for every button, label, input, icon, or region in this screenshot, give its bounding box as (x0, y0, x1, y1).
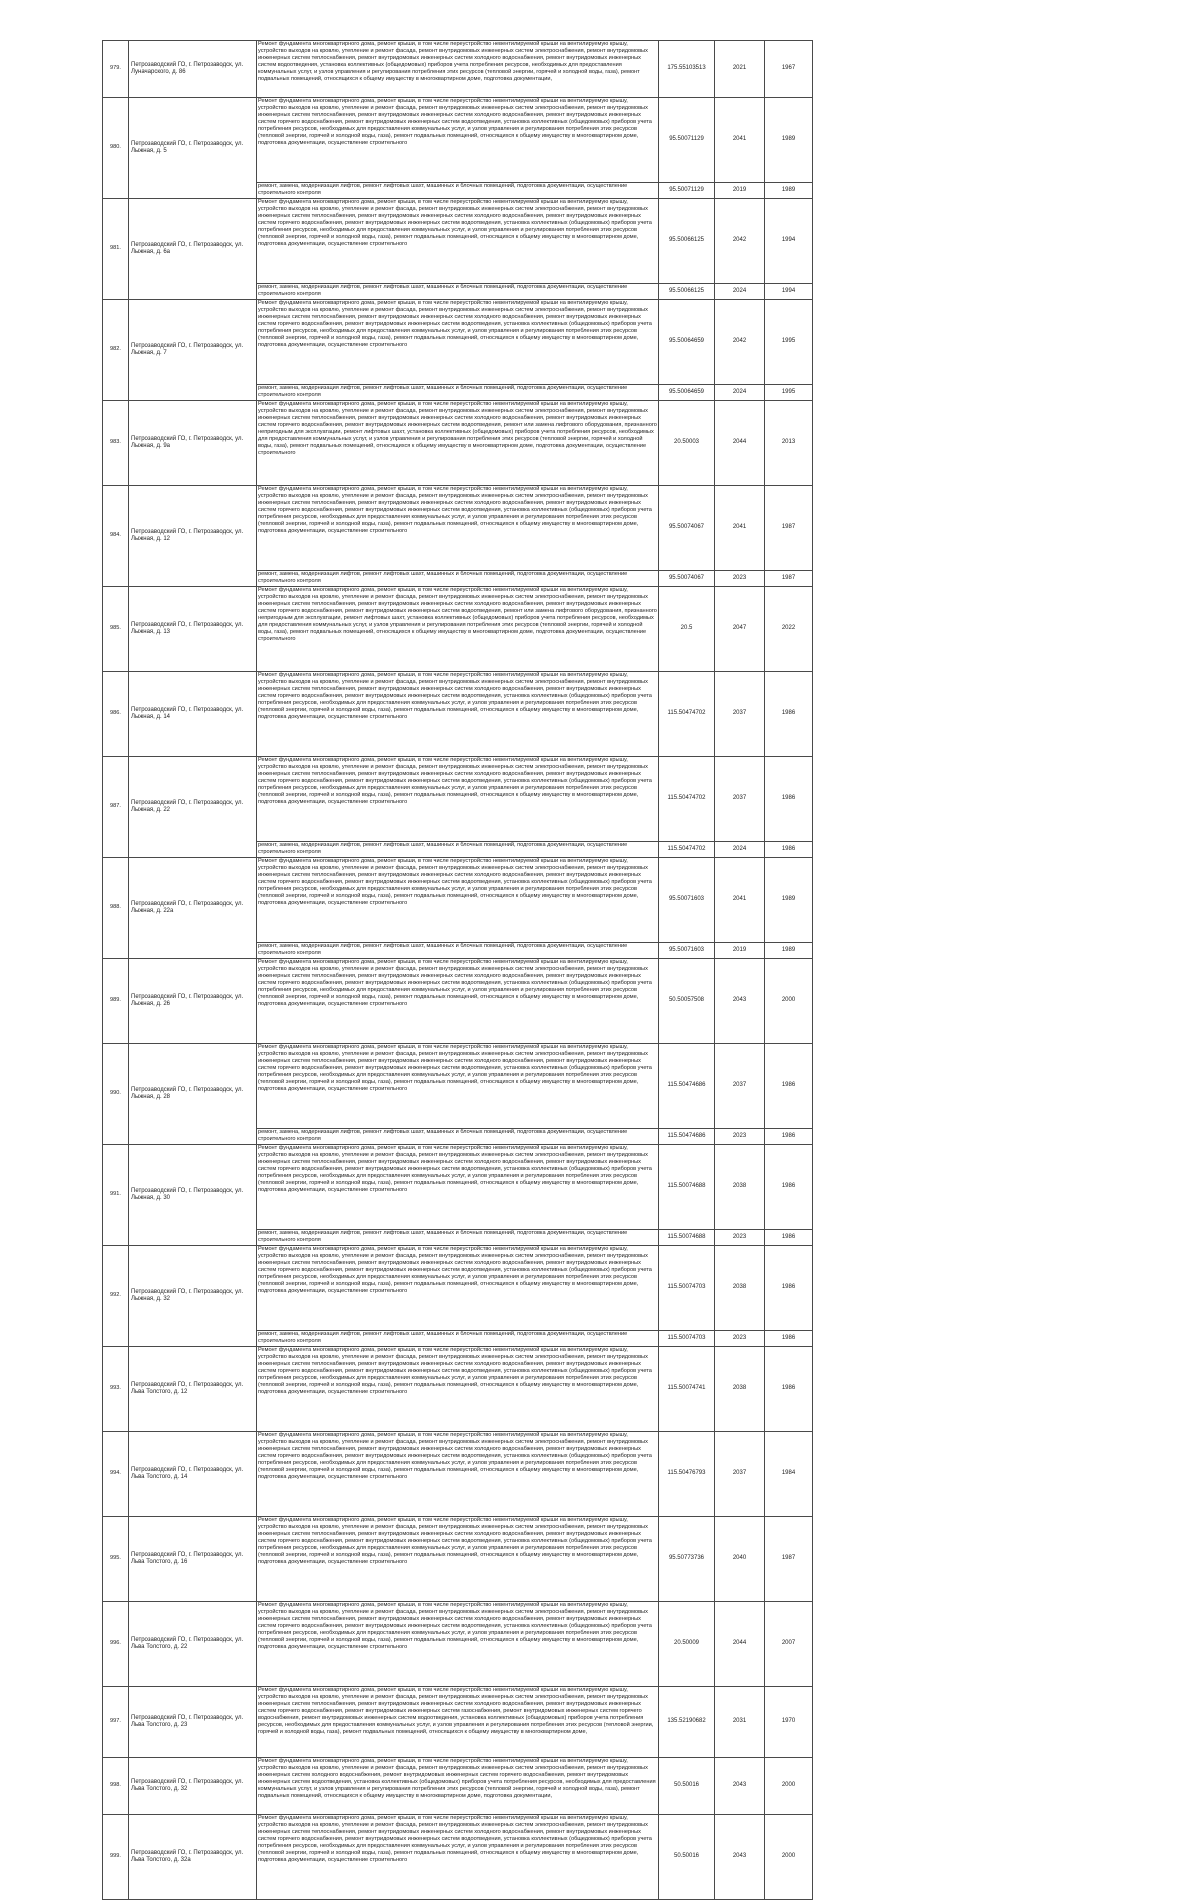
work-types-cell (257, 571, 659, 587)
capital-repair-table (102, 40, 813, 1900)
address-cell: Петрозаводский ГО, г. Петрозаводск, ул. Лыжная, д. 7 (129, 300, 257, 401)
work-types-text: ремонт, замена, модернизация лифтов, ремонт лифтовых шахт, машинных и блочных помещений, подготовка документации, осуществление строительного контроля (258, 943, 628, 957)
cost-cell: 115.50074688 (659, 1145, 715, 1230)
row-number: 999. (103, 1815, 129, 1900)
cost-cell: 95.50074067 (659, 571, 715, 587)
cost-cell: 50.50057508 (659, 959, 715, 1044)
plan-year-cell: 2031 (715, 1687, 765, 1758)
work-types-cell (257, 1758, 659, 1815)
work-types-text: ремонт, замена, модернизация лифтов, ремонт лифтовых шахт, машинных и блочных помещений, подготовка документации, осуществление строительного контроля (258, 1331, 628, 1345)
work-types-text: Ремонт фундамента многоквартирного дома, ремонт крыши, в том числе переустройство невентилируемой крыши на вентилируемую крышу, устройство выходов на кровлю, утепление и ремонт фасада, ремонт внутридомовых инженерных систем электроснабжения, ремонт внутридомовых инженерных систем теплоснабжения, ремонт внутридомовых инженерных систем холодного водоснабжения, ремонт внутридомовых инженерных систем горячего водоснабжения, ремонт внутридомовых инженерных систем водоотведения, установка коллективных (общедомовых) приборов учета потребления ресурсов, необходимых для предоставления коммунальных услуг, и узлов управления и регулирования потребления этих ресурсов (тепловой энергии, горячей и холодной воды, газа), ремонт подвальных помещений, относящихся к общему имуществу в многоквартирном доме, подготовка документации, осуществление строительного (258, 1044, 652, 1093)
row-number: 993. (103, 1347, 129, 1432)
work-types-text: Ремонт фундамента многоквартирного дома, ремонт крыши, в том числе переустройство невентилируемой крыши на вентилируемую крышу, устройство выходов на кровлю, утепление и ремонт фасада, ремонт внутридомовых инженерных систем электроснабжения, ремонт внутридомовых инженерных систем теплоснабжения, ремонт внутридомовых инженерных систем холодного водоснабжения, ремонт внутридомовых инженерных систем горячего водоснабжения, ремонт внутридомовых инженерных систем водоотведения, установка коллективных (общедомовых) приборов учета потребления ресурсов, необходимых для предоставления коммунальных услуг, и узлов управления и регулирования потребления этих ресурсов (тепловой энергии, горячей и холодной воды, газа), ремонт подвальных помещений, относящихся к общему имуществу в многоквартирном доме, подготовка документации, осуществление строительного (258, 1246, 652, 1295)
table-row (103, 1145, 813, 1230)
plan-year-cell: 2042 (715, 199, 765, 284)
cost-cell: 20.5 (659, 587, 715, 672)
table-row (103, 959, 813, 1044)
work-types-text: Ремонт фундамента многоквартирного дома, ремонт крыши, в том числе переустройство невентилируемой крыши на вентилируемую крышу, устройство выходов на кровлю, утепление и ремонт фасада, ремонт внутридомовых инженерных систем электроснабжения, ремонт внутридомовых инженерных систем теплоснабжения, ремонт внутридомовых инженерных систем холодного водоснабжения, ремонт внутридомовых инженерных систем горячего водоснабжения, ремонт внутридомовых инженерных систем водоотведения, установка коллективных (общедомовых) приборов учета потребления ресурсов, необходимых для предоставления коммунальных услуг, и узлов управления и регулирования потребления этих ресурсов (тепловой энергии, горячей и холодной воды, газа), ремонт подвальных помещений, относящихся к общему имуществу в многоквартирном доме, подготовка документации, осуществление строительного (258, 98, 652, 147)
work-types-cell (257, 842, 659, 858)
cost-cell: 95.50074067 (659, 486, 715, 571)
build-year-cell: 2013 (765, 401, 813, 486)
plan-year-cell: 2043 (715, 1815, 765, 1900)
plan-year-cell: 2024 (715, 385, 765, 401)
address-cell: Петрозаводский ГО, г. Петрозаводск, ул. Лыжная, д. 5 (129, 98, 257, 199)
work-types-cell (257, 284, 659, 300)
work-types-cell (257, 1517, 659, 1602)
plan-year-cell: 2044 (715, 1602, 765, 1687)
work-types-cell (257, 183, 659, 199)
plan-year-cell: 2041 (715, 98, 765, 183)
cost-cell: 115.50476793 (659, 1432, 715, 1517)
work-types-text: Ремонт фундамента многоквартирного дома, ремонт крыши, в том числе переустройство невентилируемой крыши на вентилируемую крышу, устройство выходов на кровлю, утепление и ремонт фасада, ремонт внутридомовых инженерных систем электроснабжения, ремонт внутридомовых инженерных систем теплоснабжения, ремонт внутридомовых инженерных систем холодного водоснабжения, ремонт внутридомовых инженерных систем горячего водоснабжения, ремонт внутридомовых инженерных систем водоотведения, установка коллективных (общедомовых) приборов учета потребления ресурсов, необходимых для предоставления коммунальных услуг, и узлов управления и регулирования потребления этих ресурсов (тепловой энергии, горячей и холодной воды, газа), ремонт подвальных помещений, относящихся к общему имуществу в многоквартирном доме, подготовка документации, осуществление строительного (258, 300, 652, 349)
row-number: 986. (103, 672, 129, 757)
table-row (103, 1432, 813, 1517)
plan-year-cell: 2021 (715, 41, 765, 98)
plan-year-cell: 2024 (715, 284, 765, 300)
work-types-text: Ремонт фундамента многоквартирного дома, ремонт крыши, в том числе переустройство невентилируемой крыши на вентилируемую крышу, устройство выходов на кровлю, утепление и ремонт фасада, ремонт внутридомовых инженерных систем электроснабжения, ремонт внутридомовых инженерных систем теплоснабжения, ремонт внутридомовых инженерных систем холодного водоснабжения, ремонт внутридомовых инженерных систем горячего водоснабжения, ремонт внутридомовых инженерных систем водоотведения, установка коллективных (общедомовых) приборов учета потребления ресурсов, необходимых для предоставления коммунальных услуг, и узлов управления и регулирования потребления этих ресурсов (тепловой энергии, горячей и холодной воды, газа), ремонт подвальных помещений, относящихся к общему имуществу в многоквартирном доме, подготовка документации, осуществление строительного (258, 1347, 652, 1396)
work-types-text: Ремонт фундамента многоквартирного дома, ремонт крыши, в том числе переустройство невентилируемой крыши на вентилируемую крышу, устройство выходов на кровлю, утепление и ремонт фасада, ремонт внутридомовых инженерных систем электроснабжения, ремонт внутридомовых инженерных систем теплоснабжения, ремонт внутридомовых инженерных систем холодного водоснабжения, ремонт внутридомовых инженерных систем горячего водоснабжения, ремонт внутридомовых инженерных систем водоотведения, установка коллективных (общедомовых) приборов учета потребления ресурсов, необходимых для предоставления коммунальных услуг, и узлов управления и регулирования потребления этих ресурсов (тепловой энергии, горячей и холодной воды, газа), ремонт подвальных помещений, относящихся к общему имуществу в многоквартирном доме, подготовка документации, осуществление строительного (258, 1145, 652, 1194)
work-types-text: Ремонт фундамента многоквартирного дома, ремонт крыши, в том числе переустройство невентилируемой крыши на вентилируемую крышу, устройство выходов на кровлю, утепление и ремонт фасада, ремонт внутридомовых инженерных систем электроснабжения, ремонт внутридомовых инженерных систем теплоснабжения, ремонт внутридомовых инженерных систем холодного водоснабжения, ремонт внутридомовых инженерных систем горячего водоснабжения, ремонт внутридомовых инженерных систем водоотведения, установка коллективных (общедомовых) приборов учета потребления ресурсов, необходимых для предоставления коммунальных услуг, и узлов управления и регулирования потребления этих ресурсов (тепловой энергии, горячей и холодной воды, газа), ремонт подвальных помещений, относящихся к общему имуществу в многоквартирном доме, подготовка документации, осуществление строительного (258, 486, 652, 535)
row-number: 989. (103, 959, 129, 1044)
table-row (103, 757, 813, 842)
work-types-cell (257, 401, 659, 486)
row-number: 979. (103, 41, 129, 98)
build-year-cell: 1986 (765, 1129, 813, 1145)
build-year-cell: 1989 (765, 858, 813, 943)
work-types-cell (257, 672, 659, 757)
work-types-cell (257, 1687, 659, 1758)
work-types-text: ремонт, замена, модернизация лифтов, ремонт лифтовых шахт, машинных и блочных помещений, подготовка документации, осуществление строительного контроля (258, 842, 628, 856)
row-number: 990. (103, 1044, 129, 1145)
address-cell: Петрозаводский ГО, г. Петрозаводск, ул. Лыжная, д. 14 (129, 672, 257, 757)
work-types-cell (257, 1602, 659, 1687)
cost-cell: 50.50016 (659, 1815, 715, 1900)
cost-cell: 95.50066125 (659, 199, 715, 284)
table-row (103, 300, 813, 385)
address-cell: Петрозаводский ГО, г. Петрозаводск, ул. Лыжная, д. 13 (129, 587, 257, 672)
plan-year-cell: 2042 (715, 300, 765, 385)
work-types-cell (257, 41, 659, 98)
cost-cell: 115.50474686 (659, 1044, 715, 1129)
plan-year-cell: 2023 (715, 571, 765, 587)
work-types-cell (257, 1145, 659, 1230)
work-types-cell (257, 1246, 659, 1331)
plan-year-cell: 2043 (715, 959, 765, 1044)
cost-cell: 115.50474702 (659, 757, 715, 842)
work-types-cell (257, 385, 659, 401)
plan-year-cell: 2037 (715, 1044, 765, 1129)
build-year-cell: 1986 (765, 1331, 813, 1347)
cost-cell: 115.50474702 (659, 842, 715, 858)
build-year-cell: 1970 (765, 1687, 813, 1758)
work-types-text: Ремонт фундамента многоквартирного дома, ремонт крыши, в том числе переустройство невентилируемой крыши на вентилируемую крышу, устройство выходов на кровлю, утепление и ремонт фасада, ремонт внутридомовых инженерных систем электроснабжения, ремонт внутридомовых инженерных систем теплоснабжения, ремонт внутридомовых инженерных систем холодного водоснабжения, ремонт внутридомовых инженерных систем горячего водоснабжения, ремонт внутридомовых инженерных систем водоотведения, установка коллективных (общедомовых) приборов учета потребления ресурсов, необходимых для предоставления коммунальных услуг, и узлов управления и регулирования потребления этих ресурсов (тепловой энергии, горячей и холодной воды, газа), ремонт подвальных помещений, относящихся к общему имуществу в многоквартирном доме, подготовка документации, осуществление строительного (258, 858, 652, 907)
work-types-text: Ремонт фундамента многоквартирного дома, ремонт крыши, в том числе переустройство невентилируемой крыши на вентилируемую крышу, устройство выходов на кровлю, утепление и ремонт фасада, ремонт внутридомовых инженерных систем электроснабжения, ремонт внутридомовых инженерных систем теплоснабжения, ремонт внутридомовых инженерных систем холодного водоснабжения, ремонт внутридомовых инженерных систем горячего водоснабжения, ремонт внутридомовых инженерных систем водоотведения, установка коллективных (общедомовых) приборов учета потребления ресурсов, необходимых для предоставления коммунальных услуг, и узлов управления и регулирования потребления этих ресурсов (тепловой энергии, горячей и холодной воды, газа), ремонт подвальных помещений, относящихся к общему имуществу в многоквартирном доме, подготовка документации, осуществление строительного (258, 959, 652, 1008)
build-year-cell: 1986 (765, 672, 813, 757)
cost-cell: 95.50066125 (659, 284, 715, 300)
work-types-text: Ремонт фундамента многоквартирного дома, ремонт крыши, в том числе переустройство невентилируемой крыши на вентилируемую крышу, устройство выходов на кровлю, утепление и ремонт фасада, ремонт внутридомовых инженерных систем электроснабжения, ремонт внутридомовых инженерных систем холодного водоснабжения, ремонт внутридомовых инженерных систем горячего водоснабжения, ремонт внутридомовых инженерных систем водоотведения, установка коллективных (общедомовых) приборов учета потребления ресурсов, необходимых для предоставления коммунальных услуг, и узлов управления и регулирования потребления этих ресурсов (тепловой энергии, горячей и холодной воды, газа), ремонт подвальных помещений, относящихся к общему имуществу в многоквартирном доме, подготовка документации, (258, 1758, 656, 1800)
cost-cell: 115.50074688 (659, 1230, 715, 1246)
plan-year-cell: 2023 (715, 1129, 765, 1145)
row-number: 996. (103, 1602, 129, 1687)
table-row (103, 587, 813, 672)
address-cell: Петрозаводский ГО, г. Петрозаводск, ул. Лыжная, д. 12 (129, 486, 257, 587)
cost-cell: 95.50064659 (659, 385, 715, 401)
build-year-cell: 1986 (765, 1347, 813, 1432)
table-row (103, 1758, 813, 1815)
build-year-cell: 1989 (765, 183, 813, 199)
work-types-cell (257, 1432, 659, 1517)
table-body (103, 41, 813, 1900)
table-row (103, 1602, 813, 1687)
work-types-text: Ремонт фундамента многоквартирного дома, ремонт крыши, в том числе переустройство невентилируемой крыши на вентилируемую крышу, устройство выходов на кровлю, утепление и ремонт фасада, ремонт внутридомовых инженерных систем электроснабжения, ремонт внутридомовых инженерных систем теплоснабжения, ремонт внутридомовых инженерных систем холодного водоснабжения, ремонт внутридомовых инженерных систем горячего водоснабжения, ремонт внутридомовых инженерных систем водоотведения, установка коллективных (общедомовых) приборов учета потребления ресурсов, необходимых для предоставления коммунальных услуг, и узлов управления и регулирования потребления этих ресурсов (тепловой энергии, горячей и холодной воды, газа), ремонт подвальных помещений, относящихся к общему имуществу в многоквартирном доме, подготовка документации, осуществление строительного (258, 757, 652, 806)
row-number: 991. (103, 1145, 129, 1246)
build-year-cell: 2000 (765, 1758, 813, 1815)
plan-year-cell: 2044 (715, 401, 765, 486)
address-cell: Петрозаводский ГО, г. Петрозаводск, ул. Льва Толстого, д. 14 (129, 1432, 257, 1517)
plan-year-cell: 2043 (715, 1758, 765, 1815)
address-cell: Петрозаводский ГО, г. Петрозаводск, ул. Лыжная, д. 22а (129, 858, 257, 959)
work-types-cell (257, 943, 659, 959)
cost-cell: 20.50009 (659, 1602, 715, 1687)
build-year-cell: 1995 (765, 385, 813, 401)
table-row (103, 1517, 813, 1602)
table-row (103, 41, 813, 98)
row-number: 983. (103, 401, 129, 486)
build-year-cell: 2022 (765, 587, 813, 672)
cost-cell: 115.50474702 (659, 672, 715, 757)
build-year-cell: 1989 (765, 98, 813, 183)
cost-cell: 95.50071603 (659, 943, 715, 959)
row-number: 988. (103, 858, 129, 959)
work-types-cell (257, 98, 659, 183)
plan-year-cell: 2037 (715, 1432, 765, 1517)
row-number: 982. (103, 300, 129, 401)
cost-cell: 115.50474686 (659, 1129, 715, 1145)
address-cell: Петрозаводский ГО, г. Петрозаводск, ул. Луначарского, д. 86 (129, 41, 257, 98)
address-cell: Петрозаводский ГО, г. Петрозаводск, ул. Льва Толстого, д. 23 (129, 1687, 257, 1758)
address-cell: Петрозаводский ГО, г. Петрозаводск, ул. Лыжная, д. 22 (129, 757, 257, 858)
work-types-cell (257, 959, 659, 1044)
plan-year-cell: 2041 (715, 858, 765, 943)
table-row (103, 1044, 813, 1129)
work-types-cell (257, 587, 659, 672)
plan-year-cell: 2024 (715, 842, 765, 858)
plan-year-cell: 2037 (715, 672, 765, 757)
table-row (103, 1347, 813, 1432)
work-types-text: Ремонт фундамента многоквартирного дома, ремонт крыши, в том числе переустройство невентилируемой крыши на вентилируемую крышу, устройство выходов на кровлю, утепление и ремонт фасада, ремонт внутридомовых инженерных систем электроснабжения, ремонт внутридомовых инженерных систем теплоснабжения, ремонт внутридомовых инженерных систем холодного водоснабжения, ремонт внутридомовых инженерных систем водоотведения, установка коллективных (общедомовых) приборов учета потребления ресурсов, необходимых для предоставления коммунальных услуг, и узлов управления и регулирования потребления этих ресурсов (тепловой энергии, горячей и холодной воды, газа), ремонт подвальных помещений, относящихся к общему имуществу в многоквартирном доме, подготовка документации, (258, 41, 648, 83)
address-cell: Петрозаводский ГО, г. Петрозаводск, ул. Льва Толстого, д. 22 (129, 1602, 257, 1687)
plan-year-cell: 2038 (715, 1347, 765, 1432)
build-year-cell: 1987 (765, 1517, 813, 1602)
work-types-text: ремонт, замена, модернизация лифтов, ремонт лифтовых шахт, машинных и блочных помещений, подготовка документации, осуществление строительного контроля (258, 284, 628, 298)
cost-cell: 135.52190682 (659, 1687, 715, 1758)
work-types-cell (257, 199, 659, 284)
row-number: 994. (103, 1432, 129, 1517)
cost-cell: 95.50071603 (659, 858, 715, 943)
row-number: 985. (103, 587, 129, 672)
table-row (103, 1246, 813, 1331)
work-types-text: ремонт, замена, модернизация лифтов, ремонт лифтовых шахт, машинных и блочных помещений, подготовка документации, осуществление строительного контроля (258, 183, 628, 197)
work-types-text: ремонт, замена, модернизация лифтов, ремонт лифтовых шахт, машинных и блочных помещений, подготовка документации, осуществление строительного контроля (258, 1230, 628, 1244)
build-year-cell: 1987 (765, 486, 813, 571)
build-year-cell: 1986 (765, 757, 813, 842)
address-cell: Петрозаводский ГО, г. Петрозаводск, ул. Лыжная, д. 30 (129, 1145, 257, 1246)
table-row (103, 486, 813, 571)
row-number: 981. (103, 199, 129, 300)
build-year-cell: 1986 (765, 1230, 813, 1246)
work-types-cell (257, 1815, 659, 1900)
address-cell: Петрозаводский ГО, г. Петрозаводск, ул. Лыжная, д. 28 (129, 1044, 257, 1145)
work-types-cell (257, 858, 659, 943)
build-year-cell: 1994 (765, 284, 813, 300)
work-types-cell (257, 300, 659, 385)
work-types-cell (257, 1347, 659, 1432)
address-cell: Петрозаводский ГО, г. Петрозаводск, ул. Льва Толстого, д. 32а (129, 1815, 257, 1900)
work-types-text: Ремонт фундамента многоквартирного дома, ремонт крыши, в том числе переустройство невентилируемой крыши на вентилируемую крышу, устройство выходов на кровлю, утепление и ремонт фасада, ремонт внутридомовых инженерных систем электроснабжения, ремонт внутридомовых инженерных систем теплоснабжения, ремонт внутридомовых инженерных систем холодного водоснабжения, ремонт внутридомовых инженерных систем горячего водоснабжения, ремонт внутридомовых инженерных систем водоотведения, установка коллективных (общедомовых) приборов учета потребления ресурсов, необходимых для предоставления коммунальных услуг, и узлов управления и регулирования потребления этих ресурсов (тепловой энергии, горячей и холодной воды, газа), ремонт подвальных помещений, относящихся к общему имуществу в многоквартирном доме, подготовка документации, осуществление строительного (258, 1815, 652, 1864)
table-row (103, 199, 813, 284)
cost-cell: 115.50074703 (659, 1331, 715, 1347)
address-cell: Петрозаводский ГО, г. Петрозаводск, ул. Лыжная, д. 26 (129, 959, 257, 1044)
row-number: 995. (103, 1517, 129, 1602)
cost-cell: 95.50071129 (659, 183, 715, 199)
work-types-text: ремонт, замена, модернизация лифтов, ремонт лифтовых шахт, машинных и блочных помещений, подготовка документации, осуществление строительного контроля (258, 1129, 628, 1143)
work-types-text: ремонт, замена, модернизация лифтов, ремонт лифтовых шахт, машинных и блочных помещений, подготовка документации, осуществление строительного контроля (258, 385, 628, 399)
address-cell: Петрозаводский ГО, г. Петрозаводск, ул. Лыжная, д. 32 (129, 1246, 257, 1347)
address-cell: Петрозаводский ГО, г. Петрозаводск, ул. Льва Толстого, д. 12 (129, 1347, 257, 1432)
table-row (103, 672, 813, 757)
address-cell: Петрозаводский ГО, г. Петрозаводск, ул. Лыжная, д. 9а (129, 401, 257, 486)
work-types-text: ремонт, замена, модернизация лифтов, ремонт лифтовых шахт, машинных и блочных помещений, подготовка документации, осуществление строительного контроля (258, 571, 628, 585)
work-types-cell (257, 1230, 659, 1246)
cost-cell: 95.50071129 (659, 98, 715, 183)
table-row (103, 98, 813, 183)
plan-year-cell: 2040 (715, 1517, 765, 1602)
row-number: 984. (103, 486, 129, 587)
plan-year-cell: 2019 (715, 943, 765, 959)
build-year-cell: 2007 (765, 1602, 813, 1687)
row-number: 998. (103, 1758, 129, 1815)
plan-year-cell: 2038 (715, 1145, 765, 1230)
work-types-text: Ремонт фундамента многоквартирного дома, ремонт крыши, в том числе переустройство невентилируемой крыши на вентилируемую крышу, устройство выходов на кровлю, утепление и ремонт фасада, ремонт внутридомовых инженерных систем электроснабжения, ремонт внутридомовых инженерных систем теплоснабжения, ремонт внутридомовых инженерных систем холодного водоснабжения, ремонт внутридомовых инженерных систем горячего водоснабжения, ремонт внутридомовых инженерных систем водоотведения, установка коллективных (общедомовых) приборов учета потребления ресурсов, необходимых для предоставления коммунальных услуг, и узлов управления и регулирования потребления этих ресурсов (тепловой энергии, горячей и холодной воды, газа), ремонт подвальных помещений, относящихся к общему имуществу в многоквартирном доме, подготовка документации, осуществление строительного (258, 1602, 652, 1651)
cost-cell: 175.55103513 (659, 41, 715, 98)
row-number: 980. (103, 98, 129, 199)
work-types-cell (257, 757, 659, 842)
table-row (103, 1687, 813, 1758)
work-types-text: Ремонт фундамента многоквартирного дома, ремонт крыши, в том числе переустройство невентилируемой крыши на вентилируемую крышу, устройство выходов на кровлю, утепление и ремонт фасада, ремонт внутридомовых инженерных систем электроснабжения, ремонт внутридомовых инженерных систем теплоснабжения, ремонт внутридомовых инженерных систем холодного водоснабжения, ремонт внутридомовых инженерных систем горячего водоснабжения, ремонт внутридомовых инженерных систем водоотведения, установка коллективных (общедомовых) приборов учета потребления ресурсов, необходимых для предоставления коммунальных услуг, и узлов управления и регулирования потребления этих ресурсов (тепловой энергии, горячей и холодной воды, газа), ремонт подвальных помещений, относящихся к общему имуществу в многоквартирном доме, подготовка документации, осуществление строительного (258, 1432, 652, 1481)
build-year-cell: 2000 (765, 959, 813, 1044)
cost-cell: 115.50074703 (659, 1246, 715, 1331)
work-types-text: Ремонт фундамента многоквартирного дома, ремонт крыши, в том числе переустройство невентилируемой крыши на вентилируемую крышу, устройство выходов на кровлю, утепление и ремонт фасада, ремонт внутридомовых инженерных систем электроснабжения, ремонт внутридомовых инженерных систем теплоснабжения, ремонт внутридомовых инженерных систем холодного водоснабжения, ремонт внутридомовых инженерных систем горячего водоснабжения, ремонт внутридомовых инженерных систем водоотведения, установка коллективных (общедомовых) приборов учета потребления ресурсов, необходимых для предоставления коммунальных услуг, и узлов управления и регулирования потребления этих ресурсов (тепловой энергии, горячей и холодной воды, газа), ремонт подвальных помещений, относящихся к общему имуществу в многоквартирном доме, подготовка документации, осуществление строительного (258, 672, 652, 721)
plan-year-cell: 2023 (715, 1331, 765, 1347)
row-number: 997. (103, 1687, 129, 1758)
work-types-text: Ремонт фундамента многоквартирного дома, ремонт крыши, в том числе переустройство невентилируемой крыши на вентилируемую крышу, устройство выходов на кровлю, утепление и ремонт фасада, ремонт внутридомовых инженерных систем электроснабжения, ремонт внутридомовых инженерных систем теплоснабжения, ремонт внутридомовых инженерных систем холодного водоснабжения, ремонт внутридомовых инженерных систем горячего водоснабжения, ремонт внутридомовых инженерных систем водоотведения, ремонт или замена лифтового оборудования, признанного непригодным для эксплуатации, ремонт лифтовых шахт, установка коллективных (общедомовых) приборов учета потребления ресурсов, необходимых для предоставления коммунальных услуг, и узлов управления и регулирования потребления этих ресурсов (тепловой энергии, горячей и холодной воды, газа), ремонт подвальных помещений, относящихся к общему имуществу в многоквартирном доме, подготовка документации, осуществление строительного (258, 401, 657, 457)
work-types-cell (257, 1044, 659, 1129)
build-year-cell: 1987 (765, 571, 813, 587)
build-year-cell: 1994 (765, 199, 813, 284)
row-number: 987. (103, 757, 129, 858)
cost-cell: 95.50064659 (659, 300, 715, 385)
plan-year-cell: 2019 (715, 183, 765, 199)
build-year-cell: 1967 (765, 41, 813, 98)
work-types-cell (257, 1129, 659, 1145)
build-year-cell: 1986 (765, 1044, 813, 1129)
row-number: 992. (103, 1246, 129, 1347)
table-row (103, 401, 813, 486)
cost-cell: 50.50016 (659, 1758, 715, 1815)
work-types-cell (257, 1331, 659, 1347)
plan-year-cell: 2038 (715, 1246, 765, 1331)
build-year-cell: 1986 (765, 1246, 813, 1331)
work-types-text: Ремонт фундамента многоквартирного дома, ремонт крыши, в том числе переустройство невентилируемой крыши на вентилируемую крышу, устройство выходов на кровлю, утепление и ремонт фасада, ремонт внутридомовых инженерных систем электроснабжения, ремонт внутридомовых инженерных систем теплоснабжения, ремонт внутридомовых инженерных систем холодного водоснабжения, ремонт внутридомовых инженерных систем горячего водоснабжения, ремонт внутридомовых инженерных систем водоотведения, установка коллективных (общедомовых) приборов учета потребления ресурсов, необходимых для предоставления коммунальных услуг, и узлов управления и регулирования потребления этих ресурсов (тепловой энергии, горячей и холодной воды, газа), ремонт подвальных помещений, относящихся к общему имуществу в многоквартирном доме, подготовка документации, осуществление строительного (258, 199, 652, 248)
plan-year-cell: 2023 (715, 1230, 765, 1246)
address-cell: Петрозаводский ГО, г. Петрозаводск, ул. Льва Толстого, д. 32 (129, 1758, 257, 1815)
address-cell: Петрозаводский ГО, г. Петрозаводск, ул. Льва Толстого, д. 16 (129, 1517, 257, 1602)
build-year-cell: 1986 (765, 1145, 813, 1230)
build-year-cell: 1984 (765, 1432, 813, 1517)
work-types-text: Ремонт фундамента многоквартирного дома, ремонт крыши, в том числе переустройство невентилируемой крыши на вентилируемую крышу, устройство выходов на кровлю, утепление и ремонт фасада, ремонт внутридомовых инженерных систем электроснабжения, ремонт внутридомовых инженерных систем теплоснабжения, ремонт внутридомовых инженерных систем холодного водоснабжения, ремонт внутридомовых инженерных систем горячего водоснабжения, ремонт внутридомовых инженерных систем водоотведения, установка коллективных (общедомовых) приборов учета потребления ресурсов, необходимых для предоставления коммунальных услуг, и узлов управления и регулирования потребления этих ресурсов (тепловой энергии, горячей и холодной воды, газа), ремонт подвальных помещений, относящихся к общему имуществу в многоквартирном доме, подготовка документации, осуществление строительного (258, 1517, 652, 1566)
table-row (103, 858, 813, 943)
cost-cell: 115.50074741 (659, 1347, 715, 1432)
cost-cell: 95.50773736 (659, 1517, 715, 1602)
work-types-text: Ремонт фундамента многоквартирного дома, ремонт крыши, в том числе переустройство невентилируемой крыши на вентилируемую крышу, устройство выходов на кровлю, утепление и ремонт фасада, ремонт внутридомовых инженерных систем электроснабжения, ремонт внутридомовых инженерных систем теплоснабжения, ремонт внутридомовых инженерных систем холодного водоснабжения, ремонт внутридомовых инженерных систем горячего водоснабжения, ремонт внутридомовых инженерных систем водоотведения, ремонт или замена лифтового оборудования, признанного непригодным для эксплуатации, ремонт лифтовых шахт, установка коллективных (общедомовых) приборов учета потребления ресурсов, необходимых для предоставления коммунальных услуг, и узлов управления и регулирования потребления этих ресурсов (тепловой энергии, горячей и холодной воды, газа), ремонт подвальных помещений, относящихся к общему имуществу в многоквартирном доме, подготовка документации, осуществление строительного (258, 587, 657, 643)
plan-year-cell: 2037 (715, 757, 765, 842)
build-year-cell: 1989 (765, 943, 813, 959)
build-year-cell: 1995 (765, 300, 813, 385)
build-year-cell: 2000 (765, 1815, 813, 1900)
address-cell: Петрозаводский ГО, г. Петрозаводск, ул. Лыжная, д. 6а (129, 199, 257, 300)
work-types-text: Ремонт фундамента многоквартирного дома, ремонт крыши, в том числе переустройство невентилируемой крыши на вентилируемую крышу, устройство выходов на кровлю, утепление и ремонт фасада, ремонт внутридомовых инженерных систем электроснабжения, ремонт внутридомовых инженерных систем теплоснабжения, ремонт внутридомовых инженерных систем холодного водоснабжения, ремонт внутридомовых инженерных систем горячего водоснабжения, ремонт внутридомовых инженерных систем газоснабжения, ремонт внутридомовых инженерных систем горячего водоснабжения, ремонт внутридомовых инженерных систем водоотведения, установка коллективных (общедомовых) приборов учета потребления ресурсов, необходимых для предоставления коммунальных услуг, и узлов управления и регулирования потребления этих ресурсов (тепловой энергии, горячей и холодной воды, газа), ремонт подвальных помещений, относящихся к общему имуществу в многоквартирном доме, (258, 1687, 654, 1736)
cost-cell: 20.50003 (659, 401, 715, 486)
work-types-cell (257, 486, 659, 571)
plan-year-cell: 2047 (715, 587, 765, 672)
plan-year-cell: 2041 (715, 486, 765, 571)
build-year-cell: 1986 (765, 842, 813, 858)
table-row (103, 1815, 813, 1900)
